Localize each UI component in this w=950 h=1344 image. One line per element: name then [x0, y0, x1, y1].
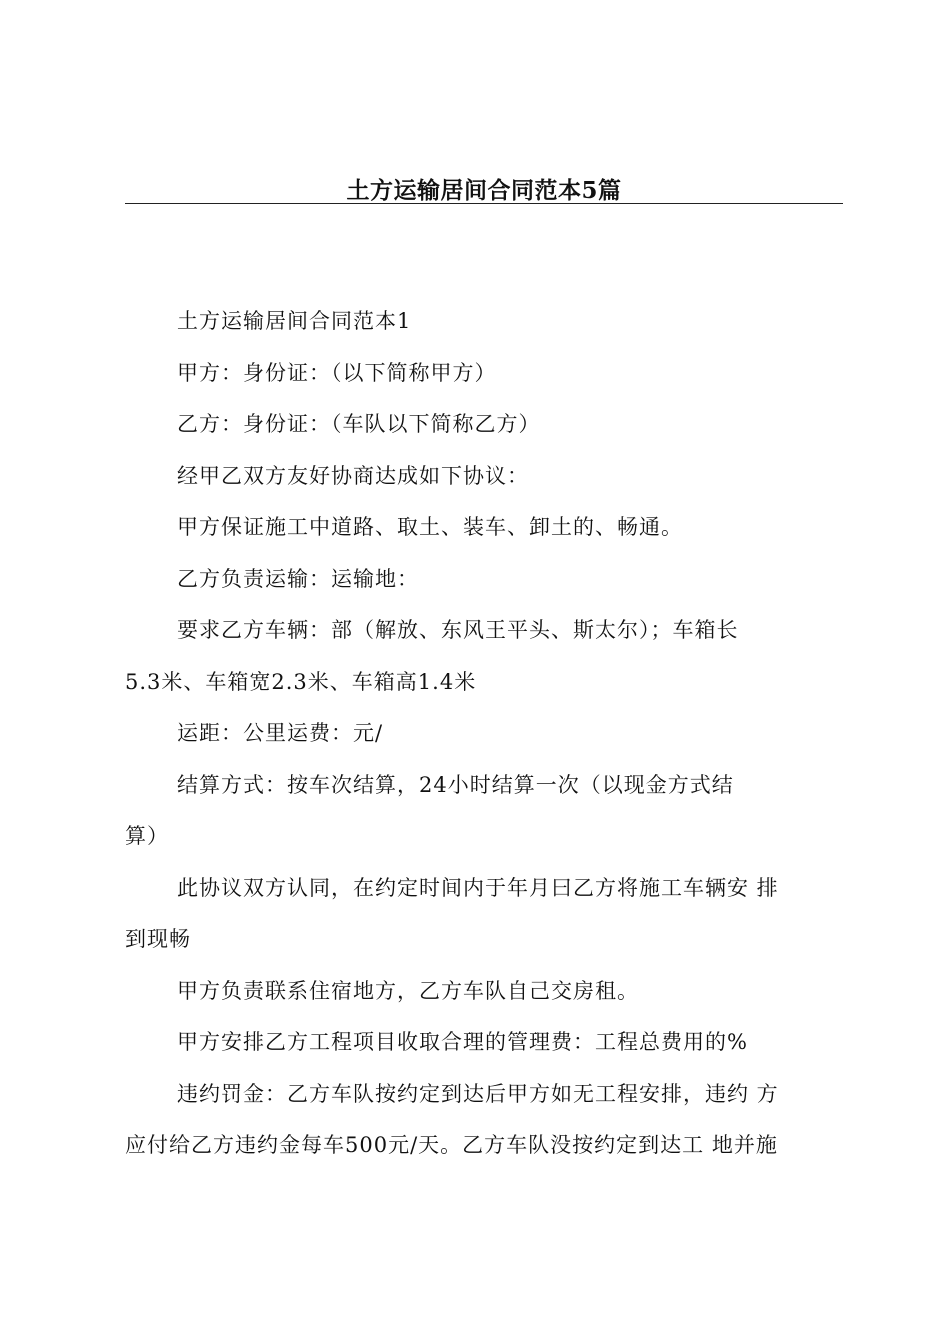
paragraph-road-guarantee: 甲方保证施工中道路、取土、装车、卸土的、畅通。: [177, 515, 683, 539]
title-underline: [125, 203, 843, 204]
paragraph-distance-fee: 运距：公里运费：元/: [177, 721, 384, 745]
paragraph-transport-duty: 乙方负责运输：运输地：: [177, 566, 419, 591]
paragraph-agreement-intro: 经甲乙双方友好协商达成如下协议：: [177, 463, 529, 488]
paragraph-schedule-cont: 到现畅: [125, 927, 191, 951]
paragraph-penalty-cont: 应付给乙方违约金每车500元/天。乙方车队没按约定到达工 地并施: [125, 1133, 778, 1157]
paragraph-party-b: 乙方：身份证：（车队以下简称乙方）: [177, 412, 541, 436]
paragraph-vehicle-requirements: 要求乙方车辆：部（解放、东风王平头、斯太尔）；车箱长: [177, 618, 739, 642]
paragraph-management-fee: 甲方安排乙方工程项目收取合理的管理费：工程总费用的%: [177, 1030, 748, 1054]
document-title: 土方运输居间合同范本5篇: [346, 177, 622, 204]
paragraph-accommodation: 甲方负责联系住宿地方，乙方车队自己交房租。: [177, 978, 639, 1003]
paragraph-vehicle-dimensions: 5.3米、车箱宽2.3米、车箱高1.4米: [125, 669, 477, 694]
paragraph-party-a: 甲方：身份证：（以下简称甲方）: [177, 360, 497, 385]
paragraph-schedule: 此协议双方认同，在约定时间内于年月曰乙方将施工车辆安 排: [177, 875, 779, 900]
document-body: [125, 296, 845, 1172]
paragraph-contract-heading: 土方运输居间合同范本1: [177, 309, 412, 333]
paragraph-settlement-cont: 算）: [125, 824, 169, 848]
paragraph-settlement: 结算方式：按车次结算，24小时结算一次（以现金方式结: [177, 772, 734, 797]
paragraph-penalty: 违约罚金：乙方车队按约定到达后甲方如无工程安排，违约 方: [177, 1081, 779, 1106]
